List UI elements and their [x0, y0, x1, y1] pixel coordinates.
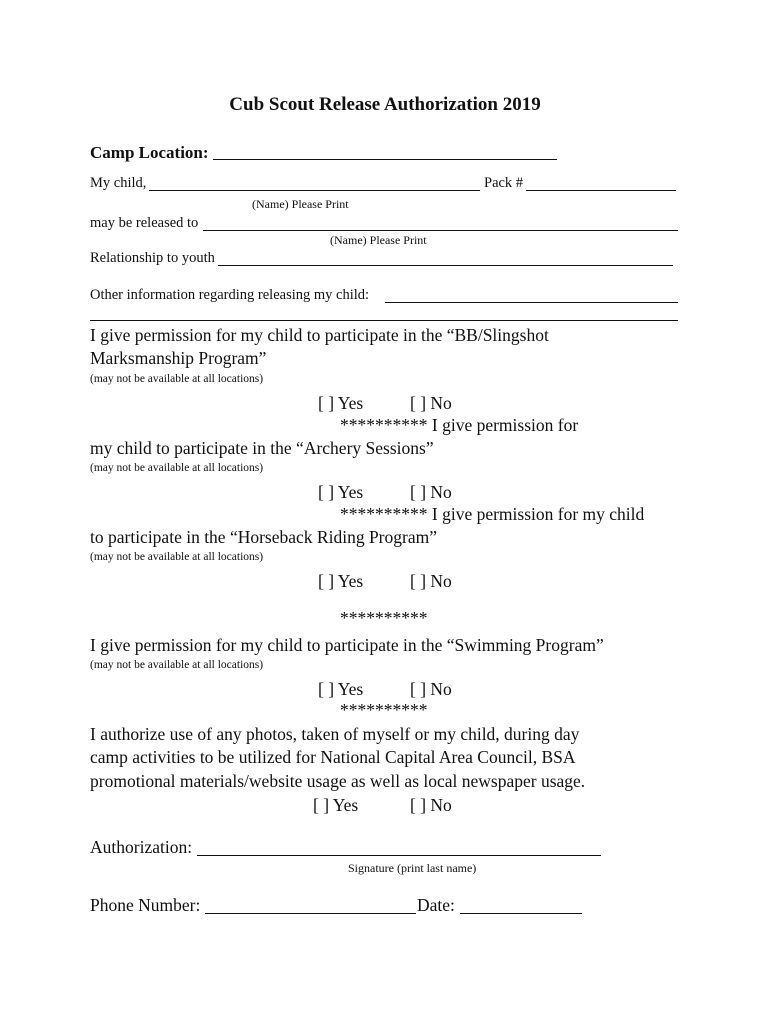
- archery-permission-lead: ********** I give permission for: [340, 415, 579, 435]
- page-title: Cub Scout Release Authorization 2019: [229, 94, 541, 115]
- bb-availability-note: (may not be available at all locations): [90, 373, 264, 385]
- other-info-field[interactable]: [385, 302, 678, 303]
- archery-yes-checkbox[interactable]: [ ] Yes: [318, 482, 364, 502]
- archery-permission-line1: my child to participate in the “Archery Sessions”: [90, 438, 434, 458]
- relationship-label: Relationship to youth: [90, 250, 215, 266]
- other-info-label: Other information regarding releasing my child:: [90, 287, 370, 303]
- phone-number-field[interactable]: [205, 913, 416, 914]
- horseback-yes-checkbox[interactable]: [ ] Yes: [318, 571, 364, 591]
- date-label: Date:: [417, 895, 455, 915]
- other-info-field-line2[interactable]: [90, 320, 678, 321]
- phone-label: Phone Number:: [90, 895, 201, 915]
- horseback-permission-lead: ********** I give permission for my child: [340, 504, 645, 524]
- swimming-permission-line1: I give permission for my child to participate in the “Swimming Program”: [90, 635, 604, 655]
- horseback-availability-note: (may not be available at all locations): [90, 551, 264, 563]
- swimming-availability-note: (may not be available at all locations): [90, 659, 264, 671]
- photo-yes-checkbox[interactable]: [ ] Yes: [313, 795, 359, 815]
- name-hint-child: (Name) Please Print: [252, 197, 349, 211]
- released-to-field[interactable]: [203, 230, 678, 231]
- swimming-separator: **********: [340, 608, 428, 628]
- bb-permission-line2: Marksmanship Program”: [90, 348, 267, 368]
- photo-consent-line2: camp activities to be utilized for National Capital Area Council, BSA: [90, 747, 576, 767]
- archery-availability-note: (may not be available at all locations): [90, 462, 264, 474]
- swimming-no-checkbox[interactable]: [ ] No: [410, 679, 452, 699]
- pack-label: Pack #: [484, 175, 524, 191]
- relationship-field[interactable]: [218, 265, 673, 266]
- camp-location-field[interactable]: [213, 159, 557, 160]
- child-name-field[interactable]: [149, 190, 480, 191]
- signature-hint: Signature (print last name): [348, 861, 477, 875]
- released-to-label: may be released to: [90, 215, 199, 231]
- name-hint-released: (Name) Please Print: [330, 233, 427, 247]
- bb-yes-checkbox[interactable]: [ ] Yes: [318, 393, 364, 413]
- bb-permission-line1: I give permission for my child to participate in the “BB/Slingshot: [90, 325, 549, 345]
- authorization-label: Authorization:: [90, 837, 193, 857]
- date-field[interactable]: [460, 913, 582, 914]
- bb-no-checkbox[interactable]: [ ] No: [410, 393, 452, 413]
- archery-no-checkbox[interactable]: [ ] No: [410, 482, 452, 502]
- camp-location-label: Camp Location:: [90, 143, 209, 162]
- pack-number-field[interactable]: [526, 190, 676, 191]
- authorization-signature-field[interactable]: [197, 855, 601, 856]
- photo-no-checkbox[interactable]: [ ] No: [410, 795, 452, 815]
- photo-consent-line1: I authorize use of any photos, taken of myself or my child, during day: [90, 724, 580, 744]
- photo-separator: **********: [340, 700, 428, 720]
- horseback-permission-line1: to participate in the “Horseback Riding Program”: [90, 527, 437, 547]
- my-child-label: My child,: [90, 175, 147, 191]
- photo-consent-line3: promotional materials/website usage as well as local newspaper usage.: [90, 771, 586, 791]
- horseback-no-checkbox[interactable]: [ ] No: [410, 571, 452, 591]
- swimming-yes-checkbox[interactable]: [ ] Yes: [318, 679, 364, 699]
